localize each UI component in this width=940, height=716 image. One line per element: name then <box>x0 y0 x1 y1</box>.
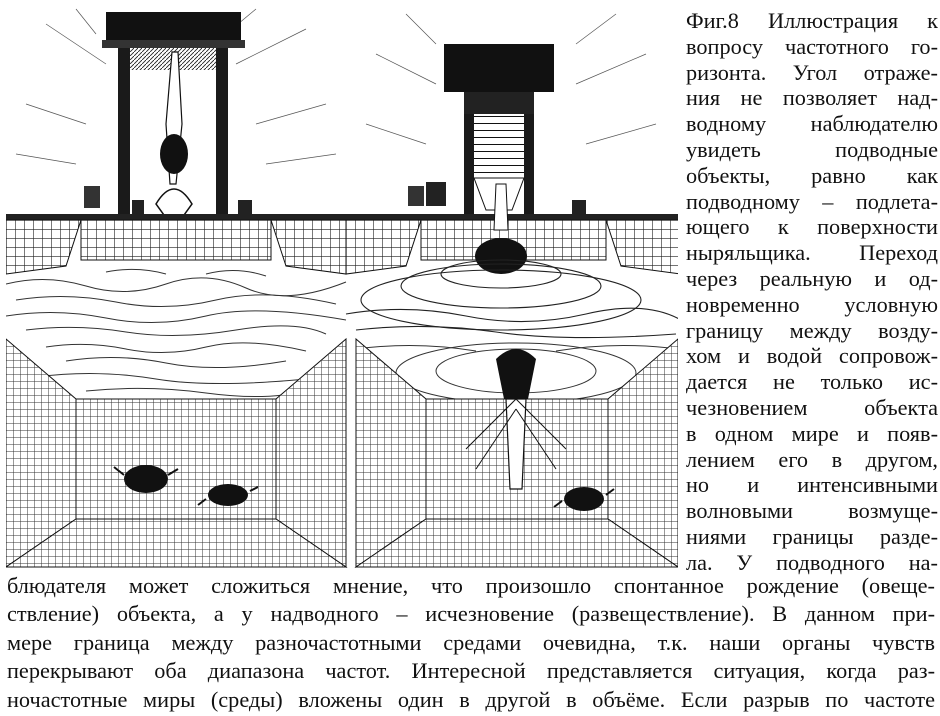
panel-underwater-diver-entering <box>356 339 678 567</box>
caption-line: границу между возду- <box>686 317 938 343</box>
figure-illustration <box>6 4 678 570</box>
body-line: ночастотные миры (среды) вложены один в другой в объёме. Если разрыв по частоте <box>7 686 935 712</box>
caption-line: Фиг.8 Иллюстрация к <box>686 8 938 33</box>
panel-diver-above-water <box>6 9 346 336</box>
caption-line: увидеть подводные <box>686 136 938 162</box>
body-line: мере граница между разночастотными средами очевидна, т.к. наши органы чувств <box>7 629 935 655</box>
caption-line: волновыми возмуще- <box>686 498 938 524</box>
panel-diver-entering-water <box>346 14 678 338</box>
caption-line: ризонта. Угол отраже- <box>686 59 938 85</box>
caption-line: объекты, равно как <box>686 162 938 188</box>
body-line: блюдателя может сложиться мнение, что произошло спонтанное рождение (овеще- <box>7 573 935 598</box>
caption-line: подводному – подлета- <box>686 188 938 214</box>
caption-line: новременно условную <box>686 291 938 317</box>
caption-line: ния не позволяет над- <box>686 85 938 111</box>
caption-line: в одном мире и появ- <box>686 420 938 446</box>
caption-line: но и интенсивными <box>686 472 938 498</box>
caption-line: лением его в другом, <box>686 446 938 472</box>
caption-line: водному наблюдателю <box>686 111 938 137</box>
caption-line: чезновением объекта <box>686 394 938 420</box>
caption-line: хом и водой сопровож- <box>686 343 938 369</box>
caption-line: вопросу частотного го- <box>686 33 938 59</box>
panel-underwater-before <box>6 339 346 567</box>
caption-line: ла. У подводного на- <box>686 549 938 575</box>
body-line: ствление) объекта, а у надводного – исчезновение (развеществление). В данном при- <box>7 601 935 627</box>
caption-line: дается не только ис- <box>686 369 938 395</box>
caption-line: ныряльщика. Переход <box>686 240 938 266</box>
figure-caption <box>686 8 938 576</box>
body-paragraph <box>7 572 935 714</box>
caption-line: ниями границы разде- <box>686 523 938 549</box>
body-line: перекрывают оба диапазона частот. Интересной представляется ситуация, когда раз- <box>7 658 935 684</box>
caption-line: через реальную и од- <box>686 265 938 291</box>
caption-line: ющего к поверхности <box>686 214 938 240</box>
